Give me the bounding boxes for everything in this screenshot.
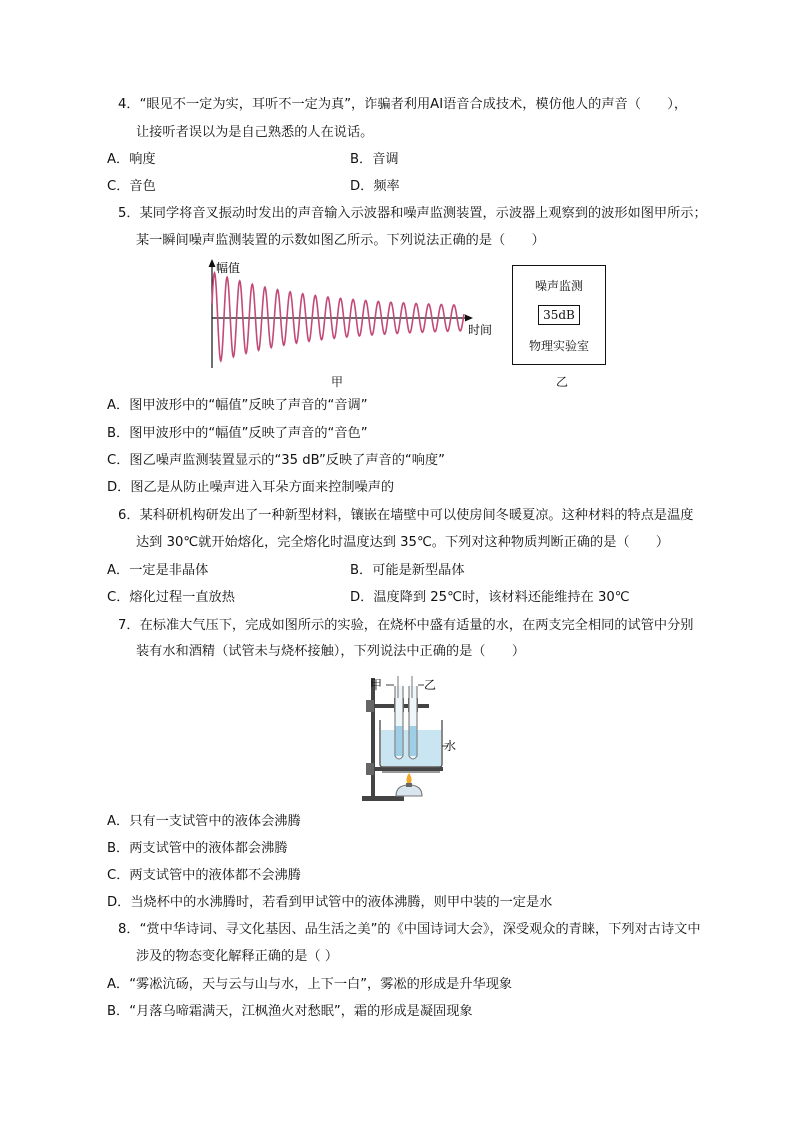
noise-monitor-title: 噪声监测 — [534, 279, 583, 293]
q6-stem-line2: 达到 30℃就开始熔化，完全熔化时温度达到 35℃。下列对这种物质判断正确的是（ ） — [136, 535, 670, 550]
label-water: 水 — [444, 739, 456, 753]
q5-fig-a-caption: 甲 — [331, 375, 344, 389]
q4-option-d: D．频率 — [350, 179, 400, 194]
q7-stem-line2: 装有水和酒精（试管未与烧杯接触），下列说法中正确的是（ ） — [136, 644, 526, 659]
q8-option-a: A．“雾凇沆砀，天与云与山与水，上下一白”，雾凇的形成是升华现象 — [107, 977, 513, 992]
q5-stem-line2: 某一瞬间噪声监测装置的示数如图乙所示。下列说法正确的是（ ） — [136, 233, 545, 248]
q4-stem-line2: 让接听者误以为是自己熟悉的人在说话。 — [136, 125, 374, 140]
q4-option-a: A．响度 — [107, 152, 156, 167]
lamp-wick — [406, 783, 412, 787]
q6-option-d: D．温度降到 25℃时，该材料还能维持在 30℃ — [350, 590, 630, 605]
stand-base — [362, 796, 404, 801]
q7-apparatus-figure — [360, 668, 456, 806]
q4-option-c: C．音色 — [107, 179, 156, 194]
q8-option-b: B．“月落乌啼霜满天，江枫渔火对愁眠”，霜的形成是凝固现象 — [107, 1004, 473, 1019]
test-tube-b-liquid — [410, 726, 417, 756]
q6-option-b: B．可能是新型晶体 — [350, 563, 465, 578]
y-axis-arrow — [209, 259, 216, 267]
q7-option-b: B．两支试管中的液体都会沸腾 — [107, 841, 288, 856]
q6-option-c: C．熔化过程一直放热 — [107, 590, 235, 605]
q4-option-b: B．音调 — [350, 152, 399, 167]
q8-stem-line2: 涉及的物态变化解释正确的是（ ） — [136, 949, 339, 964]
q7-stem-line1: 7．在标准大气压下，完成如图所示的实验，在烧杯中盛有适量的水，在两支完全相同的试管中分别 — [118, 618, 694, 633]
q5-option-b: B．图甲波形中的“幅值”反映了声音的“音色” — [107, 426, 368, 441]
q8-stem-line1: 8．“赏中华诗词、寻文化基因、品生活之美”的《中国诗词大会》，深受观众的青睐，下列对古诗文中 — [118, 922, 701, 937]
x-axis-arrow — [465, 315, 473, 322]
q7-option-d: D．当烧杯中的水沸腾时，若看到甲试管中的液体沸腾，则甲中装的一定是水 — [107, 895, 553, 910]
q4-stem-line1: 4．“眼见不一定为实，耳听不一定为真”，诈骗者利用AI语音合成技术，模仿他人的声音（ ）， — [118, 97, 688, 112]
noise-monitor-device — [512, 265, 606, 365]
wire-gauze — [382, 771, 440, 773]
test-tube-a-liquid — [396, 726, 403, 756]
clamp-knob-lower — [366, 763, 374, 775]
x-axis-label: 时间 — [468, 323, 493, 337]
q5-option-c: C．图乙噪声监测装置显示的“35 dB”反映了声音的“响度” — [107, 453, 445, 468]
q5-stem-line1: 5．某同学将音叉振动时发出的声音输入示波器和噪声监测装置，示波器上观察到的波形如图甲所示； — [118, 206, 707, 221]
label-tube-a: 甲 — [370, 678, 383, 692]
y-axis-label: 幅值 — [216, 261, 241, 275]
q7-option-a: A．只有一支试管中的液体会沸腾 — [107, 814, 301, 829]
label-tube-b: 乙 — [424, 678, 437, 692]
q5-fig-b-caption: 乙 — [556, 375, 569, 389]
q5-option-d: D．图乙是从防止噪声进入耳朵方面来控制噪声的 — [107, 480, 395, 495]
noise-monitor-reading: 35dB — [538, 305, 580, 325]
q6-stem-line1: 6．某科研机构研发出了一种新型材料，镶嵌在墙壁中可以使房间冬暖夏凉。这种材料的特点是温度 — [118, 508, 694, 523]
clamp-knob-upper — [366, 700, 374, 712]
damped-sound-wave — [212, 273, 464, 361]
q7-option-c: C．两支试管中的液体都不会沸腾 — [107, 868, 301, 883]
q5-option-a: A．图甲波形中的“幅值”反映了声音的“音调” — [107, 398, 368, 413]
stand-rod — [371, 678, 375, 797]
noise-monitor-location: 物理实验室 — [528, 339, 589, 353]
q6-option-a: A．一定是非晶体 — [107, 563, 209, 578]
q5-waveform-figure — [196, 256, 506, 374]
